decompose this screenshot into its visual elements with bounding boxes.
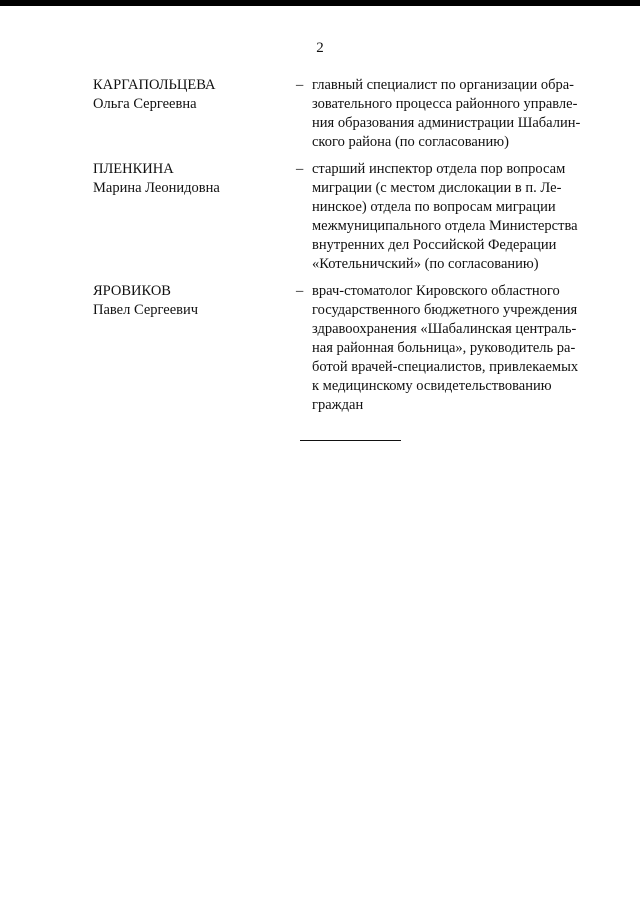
member-person xyxy=(93,282,283,320)
member-person xyxy=(93,76,283,114)
member-surname: КАРГАПОЛЬЦЕВА xyxy=(93,77,216,93)
member-given-names: Ольга Сергеевна xyxy=(93,96,197,112)
member-dash: – xyxy=(296,283,304,299)
member-dash: – xyxy=(296,161,304,177)
member-dash: – xyxy=(296,77,304,93)
member-given-names: Павел Сергеевич xyxy=(93,302,199,318)
member-role: главный специалист по организации обра- зовательного процесса районного управле- ния образования администрации Шабалин- ского района (по согласованию) xyxy=(312,77,581,150)
member-surname: ПЛЕНКИНА xyxy=(93,161,174,177)
top-border-line xyxy=(0,0,640,6)
closing-rule xyxy=(300,440,401,441)
member-role: старший инспектор отдела пор вопросам миграции (с местом дислокации в п. Ле- нинское) отдела по вопросам миграции межмуниципального отдела Министерства внутренних дел Российской Федерации «Котельничский» (по согласованию) xyxy=(312,161,578,272)
member-role: врач-стоматолог Кировского областного государственного бюджетного учреждения здравоохранения «Шабалинская централь- ная районная больница», руководитель ра- ботой врачей-специалистов, привлекаемых к медицинскому освидетельствованию граждан xyxy=(312,283,579,413)
member-given-names: Марина Леонидовна xyxy=(93,180,220,196)
member-person xyxy=(93,160,283,198)
page-number: 2 xyxy=(316,40,324,56)
member-surname: ЯРОВИКОВ xyxy=(93,283,171,299)
